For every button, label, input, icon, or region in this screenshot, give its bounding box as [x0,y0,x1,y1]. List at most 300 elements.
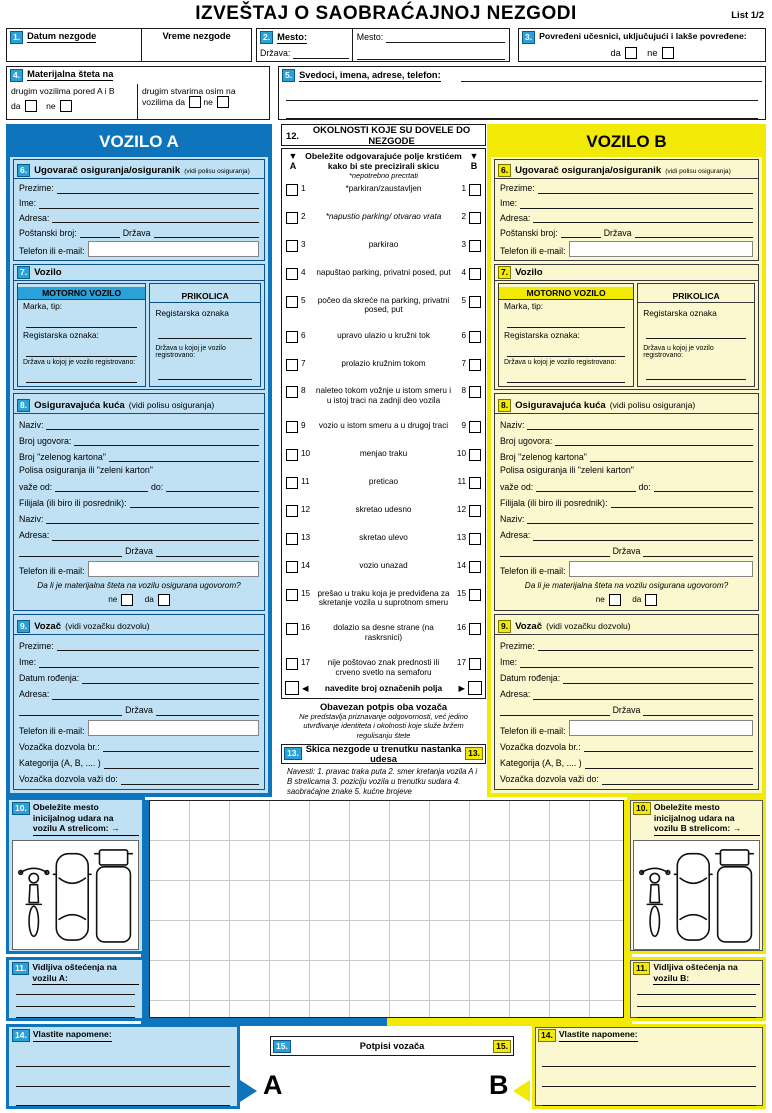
b14-remarks-field-3[interactable] [542,1095,756,1106]
license-label-b: Vozačka dozvola br.: [500,741,581,752]
circumstance-checkbox-b[interactable] [469,184,481,196]
b9-name-field[interactable] [520,656,753,668]
circumstance-checkbox-a[interactable] [286,212,298,224]
b8-address2-field[interactable] [500,545,610,557]
down-arrow-icon-b: ▼ [469,151,479,161]
circumstance-row [282,240,485,252]
circumstance-checkbox-b[interactable] [469,505,481,517]
circumstance-checkbox-a[interactable] [286,240,298,252]
b8-name-field[interactable] [527,418,753,430]
insurer-phone-label-b: Telefon ili e-mail: [500,566,566,577]
a11-damage-field-2[interactable] [16,1001,135,1007]
circumstance-checkbox-b[interactable] [469,331,481,343]
b9-validuntil-field[interactable] [602,773,753,785]
vehicle-b-header: VOZILO B [491,128,762,157]
a7-regcountry-field[interactable] [26,369,137,383]
place-label: Mesto: [277,32,308,42]
circumstance-checkbox-b[interactable] [469,421,481,433]
sketch-title: Skica nezgode u trenutku nastanka udesa [305,743,462,764]
witnesses-label: Svedoci, imena, adrese, telefon: [299,70,441,80]
circumstance-checkbox-a[interactable] [286,505,298,517]
make-label: Marka, tip: [23,301,63,312]
license-valid-label-b: Vozačka dozvola važi do: [500,774,599,785]
badge-10a: 10. [12,802,30,815]
circumstance-checkbox-b[interactable] [469,359,481,371]
b7-regcountry-field[interactable] [507,369,625,383]
box-2-place [256,28,510,62]
a8-branch-field[interactable] [130,496,259,508]
box-14a-remarks [6,1024,240,1109]
circumstance-checkbox-a[interactable] [286,421,298,433]
vehicle-a-column [6,124,272,797]
vehicle-silhouettes-image [636,841,758,949]
impact-label-a: Obeležite mesto inicijalnog udara na vozilu A strelicom: [32,802,114,834]
vehicle-silhouettes-a[interactable] [12,840,139,950]
circumstance-number-a: 10 [301,449,311,459]
car-icon [53,854,91,940]
circumstance-row [282,623,485,642]
vehicle-title: Vozilo [34,267,62,278]
place-field-2[interactable] [357,48,505,60]
branch-label: Filijala (ili biro ili posrednik): [19,497,127,508]
badge-13-yellow: 13. [465,747,483,760]
badge-13-blue: 13. [284,747,302,760]
vehicle-a-section-9 [13,614,265,790]
damage-objects-yes-checkbox[interactable] [189,96,201,108]
b9-category-field[interactable] [585,757,753,769]
vehicle-a-section-8 [13,393,265,611]
date-label: Datum nezgode [27,31,97,41]
circumstance-number-a: 11 [301,477,310,487]
sketch-area[interactable] [149,800,624,1018]
b14-remarks-field-2[interactable] [542,1075,756,1086]
badge-9b: 9. [498,620,511,633]
a9-validuntil-field[interactable] [121,773,259,785]
circumstance-checkbox-a[interactable] [286,658,298,670]
a8-address-field[interactable] [52,529,259,541]
b7-reg-field[interactable] [507,343,625,357]
driver-country-label-b: Država [612,705,641,716]
circumstance-number-a: 12 [301,504,311,514]
damage-label-b: Vidljiva oštećenja na vozilu B: [653,962,760,985]
a6-phone-input[interactable] [88,241,259,257]
phone-label-b: Telefon ili e-mail: [500,246,566,257]
witnesses-field-3[interactable] [286,112,758,120]
vehicle-silhouettes-image [15,841,137,949]
b6-name-field[interactable] [520,197,753,209]
injured-label: Povređeni učesnici, uključujući i lakše povređene: [539,31,747,41]
b8-country-field[interactable] [643,545,753,557]
b6-postal-field[interactable] [561,226,601,238]
driver-phone-label-b: Telefon ili e-mail: [500,725,566,736]
postal-label: Poštanski broj: [19,227,77,238]
circumstance-row [282,184,485,196]
count-checkbox-a[interactable] [285,681,299,695]
a7-trailer-regcountry-field[interactable] [158,366,252,380]
b8-greencard-field[interactable] [590,450,753,462]
surname-label: Prezime: [19,183,54,194]
a8-name-field[interactable] [46,418,259,430]
badge-6b: 6. [498,164,511,177]
car-icon [674,854,712,940]
b8-branchname-field[interactable] [527,512,753,524]
birth-label-b: Datum rođenja: [500,673,561,684]
b9-birth-field[interactable] [563,672,753,684]
badge-15-blue: 15. [273,1040,291,1053]
box-5-witnesses [278,66,766,120]
circumstance-row [282,212,485,224]
trailer-reg-country-label-b: Država u kojoj je vozilo registrovano: [643,344,714,360]
witnesses-field-2[interactable] [286,93,758,101]
a8-address2-field[interactable] [19,545,122,557]
column-a-label: A [289,160,297,171]
circumstance-checkbox-a[interactable] [286,268,298,280]
circumstance-checkbox-a[interactable] [286,477,298,489]
a9-surname-field[interactable] [57,639,259,651]
circumstance-label: vozio u istom smeru a u drugoj traci [318,421,449,431]
circumstance-checkbox-a[interactable] [286,386,298,398]
a7-trailer-reg-field[interactable] [158,325,252,339]
injured-yes-checkbox[interactable] [625,47,637,59]
circumstance-number-a: 3 [301,240,306,250]
a8-country-field[interactable] [156,545,259,557]
coverage-yes-label: da [144,595,154,605]
badge-7b: 7. [498,266,511,279]
b6-surname-field[interactable] [538,182,753,194]
a11-damage-field-1[interactable] [16,989,135,995]
country-label: Država [122,227,151,238]
damage-vehicles-yes-label: da [11,101,21,111]
a8-validto-field[interactable] [166,480,259,492]
remarks-label-b: Vlastite napomene: [559,1029,638,1042]
valid-from-label-b: važe od: [500,481,534,492]
page-title: IZVEŠTAJ O SAOBRAĆAJNOJ NEZGODI [195,3,577,24]
circumstance-checkbox-b[interactable] [469,296,481,308]
a8-coverage-yes-checkbox[interactable] [158,594,170,606]
b8-phone-input[interactable] [569,561,753,577]
circumstance-row [282,268,485,280]
insurer-title: Osiguravajuća kuća [34,400,125,412]
circumstance-checkbox-b[interactable] [469,212,481,224]
policyholder-title-b: Ugovarač osiguranja/osiguranik [515,164,662,176]
a6-postal-field[interactable] [80,226,120,238]
b7-trailer-regcountry-field[interactable] [646,366,746,380]
left-arrow-icon: ◀ [302,683,309,693]
circumstance-label: preticao [368,477,399,487]
remarks-label-a: Vlastite napomene: [33,1029,112,1042]
circumstance-checkbox-b[interactable] [469,386,481,398]
circumstance-label: napuštao parking, privatni posed, put [316,267,451,277]
badge-12: 12. [286,129,300,141]
circumstance-row [282,589,485,608]
badge-14a: 14. [12,1029,30,1042]
trailer-reg-label-b: Registarska oznaka [643,308,717,319]
a14-remarks-field-1[interactable] [16,1056,230,1067]
birth-label: Datum rođenja: [19,673,80,684]
damage-vehicles-yes-checkbox[interactable] [25,100,37,112]
circumstance-number-b: 6 [461,330,466,340]
badge-8b: 8. [498,399,511,412]
reg-label-b: Registarska oznaka: [504,329,580,340]
a9-address-field[interactable] [52,688,259,700]
truck-icon [94,850,132,942]
b14-remarks-field-1[interactable] [542,1056,756,1067]
a9-category-field[interactable] [104,757,259,769]
a9-country-field[interactable] [156,704,259,716]
circumstance-row [282,658,485,677]
circumstance-label: *napustio parking/ otvarao vrata [325,212,442,222]
vehicle-silhouettes-b[interactable] [633,840,760,950]
badge-5: 5. [282,69,295,82]
circumstance-number-b: 10 [456,449,466,459]
circumstance-label: prešao u traku koja je predviđena za skretanje vozila u suprotnom smeru [317,588,450,608]
circumstance-checkbox-b[interactable] [469,561,481,573]
vehicle-b-section-9 [494,614,759,790]
damage-objects-no-checkbox[interactable] [217,96,229,108]
category-label-b: Kategorija (A, B, .... ) [500,757,582,768]
circumstance-number-b: 16 [456,623,466,633]
circumstance-number-a: 1 [301,184,306,194]
a8-greencard-field[interactable] [109,450,259,462]
circumstance-row [282,449,485,461]
circumstance-number-a: 5 [301,295,306,305]
circumstance-number-a: 8 [301,386,306,396]
name-label-b: Ime: [500,197,518,208]
b8-branch-field[interactable] [611,496,753,508]
b11-damage-field-2[interactable] [637,1001,756,1007]
a9-birth-field[interactable] [82,672,259,684]
b8-address-field[interactable] [533,529,753,541]
circumstance-label: skretao ulevo [359,532,408,542]
circumstance-checkbox-b[interactable] [469,589,481,601]
impact-arrow-icon-a: → [110,823,120,834]
circumstance-label: parkirao [368,240,399,250]
circumstance-number-b: 7 [461,358,466,368]
green-card-label-b: Broj "zelenog kartona" [500,451,587,462]
time-label: Vreme nezgode [162,31,231,41]
place2-label: Mesto: [356,32,384,43]
signature-note-block [281,699,486,744]
b9-country-field[interactable] [643,704,753,716]
witnesses-field-1[interactable] [461,70,762,82]
circumstance-checkbox-a[interactable] [286,359,298,371]
a8-validfrom-field[interactable] [55,480,148,492]
circumstance-number-a: 7 [301,358,306,368]
circumstance-list [282,181,485,679]
circumstance-checkbox-a[interactable] [286,184,298,196]
circumstance-checkbox-b[interactable] [469,477,481,489]
insurer-country-label-b: Država [612,545,641,556]
circumstance-checkbox-a[interactable] [286,449,298,461]
b8-contract-field[interactable] [555,434,753,446]
insurer-phone-label: Telefon ili e-mail: [19,566,85,577]
circumstance-number-a: 6 [301,330,306,340]
a9-license-field[interactable] [103,740,259,752]
driver-title-b: Vozač [515,621,543,633]
a9-address2-field[interactable] [19,704,122,716]
country-label: Država: [260,48,291,59]
circumstance-number-b: 12 [456,504,466,514]
b8-validto-field[interactable] [654,480,753,492]
a7-make-field[interactable] [26,314,137,328]
damage-vehicles-no-checkbox[interactable] [60,100,72,112]
box-11b-damage [627,957,766,1021]
circumstance-checkbox-a[interactable] [286,533,298,545]
badge-3: 3. [522,31,535,44]
circumstance-number-a: 13 [301,532,311,542]
insurer-name-label: Naziv: [19,419,44,430]
circumstance-label: dolazio sa desne strane (na raskrsnici) [333,623,434,642]
circumstance-row [282,421,485,433]
contract-label: Broj ugovora: [19,435,72,446]
impact-arrow-icon-b: → [732,823,742,834]
signature-note: Ne predstavlja priznavanje odgovornosti, već jedino utvrđivanje identiteta i okolnosti koje služe bržem regulisanju štete [299,712,468,740]
b9-phone-input[interactable] [569,720,753,736]
b9-license-field[interactable] [584,740,753,752]
damage-other-objects-label: drugim stvarima osim na vozilima [142,86,236,107]
box-15-signatures [270,1036,514,1056]
a6-surname-field[interactable] [57,182,259,194]
reg-country-label-b: Država u kojoj je vozilo registrovano: [504,359,617,367]
name-label: Ime: [19,197,37,208]
b8-coverage-yes-checkbox[interactable] [645,594,657,606]
circumstance-checkbox-a[interactable] [286,296,298,308]
b6-country-field[interactable] [635,226,753,238]
circumstances-instruction: Obeležite odgovarajuće polje krstićem kako bi ste precizirali skicu [305,151,462,171]
badge-2: 2. [260,31,273,44]
injured-yes-label: da [610,48,621,58]
driver-address-label-b: Adresa: [500,689,531,700]
coverage-no-label: ne [108,595,118,605]
damage-label-a: Vidljiva oštećenja na vozilu A: [32,962,139,985]
b8-validfrom-field[interactable] [536,480,635,492]
b11-damage-field-3[interactable] [637,1013,756,1019]
b9-surname-field[interactable] [538,639,753,651]
vehicle-b-section-8 [494,393,759,611]
branch-label-b: Filijala (ili biro ili posrednik): [500,497,608,508]
down-arrow-icon-a: ▼ [288,151,298,161]
circumstance-number-a: 9 [301,421,306,431]
circumstance-checkbox-a[interactable] [286,589,298,601]
circumstance-checkbox-b[interactable] [469,658,481,670]
a6-address-field[interactable] [52,211,259,223]
branch-name-label-b: Naziv: [500,513,525,524]
category-label: Kategorija (A, B, .... ) [19,757,101,768]
b6-address-field[interactable] [533,211,753,223]
b9-address2-field[interactable] [500,704,610,716]
b9-address-field[interactable] [533,688,753,700]
driver-title: Vozač [34,621,62,633]
vehicle-a-section-6 [13,159,265,261]
a7-reg-field[interactable] [26,343,137,357]
motorcycle-icon [18,868,48,936]
circumstance-row [282,561,485,573]
circumstance-label: vozio unazad [359,560,408,570]
a9-name-field[interactable] [39,656,259,668]
truck-icon [715,850,753,942]
b7-trailer-reg-field[interactable] [646,325,746,339]
circumstance-number-b: 4 [461,267,466,277]
coverage-yes-label-b: da [632,595,642,605]
circumstance-label: nije poštovao znak prednosti ili crveno svetlo na semaforu [327,658,440,677]
reg-country-label: Država u kojoj je vozilo registrovano: [23,359,136,367]
circumstance-checkbox-b[interactable] [469,533,481,545]
circumstance-number-b: 17 [456,658,466,668]
driver-address-label: Adresa: [19,689,50,700]
phone-label: Telefon ili e-mail: [19,246,85,257]
count-checkbox-b[interactable] [468,681,482,695]
postal-label-b: Poštanski broj: [500,227,558,238]
circumstance-number-b: 14 [456,560,466,570]
country-field[interactable] [293,47,348,59]
a6-country-field[interactable] [154,226,259,238]
a8-branchname-field[interactable] [46,512,259,524]
circumstance-checkbox-a[interactable] [286,561,298,573]
b8-coverage-no-checkbox[interactable] [609,594,621,606]
a8-phone-input[interactable] [88,561,259,577]
driver-note: (vidi vozačku dozvolu) [65,621,150,632]
vehicle-a-arrow [240,1080,257,1102]
vehicle-a-section-7 [13,264,265,390]
a6-name-field[interactable] [39,197,259,209]
driver-surname-label-b: Prezime: [500,640,535,651]
trailer-reg-label: Registarska oznaka [155,308,229,319]
circumstance-row [282,533,485,545]
vehicle-b-arrow [513,1080,530,1102]
circumstance-number-a: 2 [301,212,306,222]
signatures-title: Potpisi vozača [359,1041,425,1051]
column-b-label: B [470,160,478,171]
coverage-question: Da li je materijalna šteta na vozilu osigurana ugovorom? [37,580,241,590]
badge-14b: 14. [538,1029,556,1042]
circumstance-number-b: 1 [461,184,466,194]
a9-phone-input[interactable] [88,720,259,736]
damage-objects-no-label: ne [203,97,213,107]
circumstance-number-b: 13 [456,532,466,542]
reg-label: Registarska oznaka: [23,329,99,340]
a8-contract-field[interactable] [74,434,259,446]
driver-name-label: Ime: [19,656,37,667]
vehicle-a-header: VOZILO A [10,128,268,157]
circumstance-checkbox-a[interactable] [286,331,298,343]
a8-coverage-no-checkbox[interactable] [121,594,133,606]
b6-phone-input[interactable] [569,241,753,257]
b7-make-field[interactable] [507,314,625,328]
circumstances-header [281,124,486,146]
b11-damage-field-1[interactable] [637,989,756,995]
insurer-note-b: (vidi polisu osiguranja) [609,400,696,411]
driver-country-label: Država [125,705,153,716]
circumstance-checkbox-b[interactable] [469,240,481,252]
a11-damage-field-3[interactable] [16,1013,135,1019]
a14-remarks-field-3[interactable] [16,1095,230,1106]
box-14b-remarks [532,1024,766,1109]
circumstance-checkbox-b[interactable] [469,449,481,461]
badge-6a: 6. [17,164,30,177]
injured-no-checkbox[interactable] [662,47,674,59]
license-valid-label: Vozačka dozvola važi do: [19,774,118,785]
circumstance-checkbox-a[interactable] [286,623,298,635]
place-field[interactable] [386,31,505,43]
circumstance-checkbox-b[interactable] [469,268,481,280]
circumstance-number-b: 9 [461,421,466,431]
circumstance-checkbox-b[interactable] [469,623,481,635]
circumstance-number-b: 5 [461,295,466,305]
vehicle-title-b: Vozilo [515,267,543,278]
a14-remarks-field-2[interactable] [16,1075,230,1086]
sketch-note: Navesti: 1. pravac traka puta 2. smer kretanja vozila A i B strelicama 3. poziciju vozila u trenutku sudara 4. saobraćajne znake 5. kućne brojeve [287,766,478,796]
insurer-note: (vidi polisu osiguranja) [128,400,215,411]
